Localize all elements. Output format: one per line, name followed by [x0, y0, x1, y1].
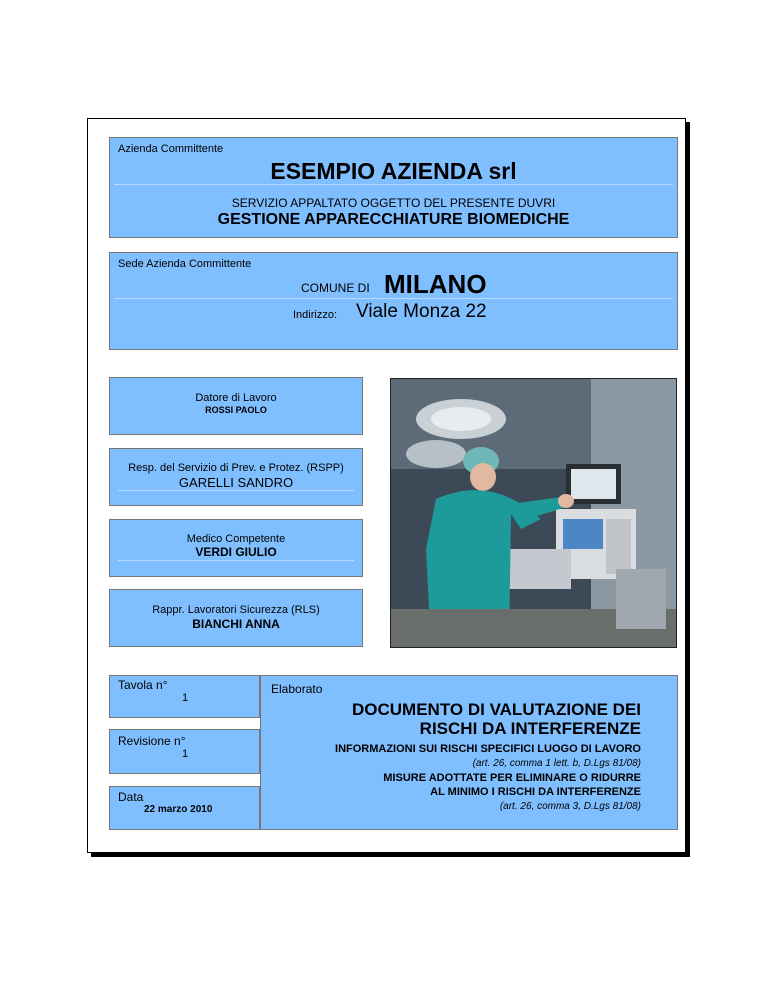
revisione-value: 1	[182, 748, 189, 760]
medico-box	[109, 519, 363, 577]
comune-label: COMUNE DI	[301, 281, 370, 295]
tavola-value: 1	[182, 692, 189, 704]
data-box	[109, 786, 260, 830]
rspp-box	[109, 448, 363, 506]
divider	[114, 184, 673, 185]
subtitle1: INFORMAZIONI SUI RISCHI SPECIFICI LUOGO DI LAVORO	[335, 743, 641, 755]
elaborato-label: Elaborato	[271, 682, 323, 696]
revisione-label: Revisione n°	[118, 734, 186, 748]
rspp-label: Resp. del Servizio di Prev. e Protez. (RSPP)	[128, 462, 344, 474]
sede-label: Sede Azienda Committente	[118, 258, 252, 270]
committente-label: Azienda Committente	[118, 143, 224, 155]
datore-label: Datore di Lavoro	[195, 392, 277, 404]
revisione-box	[109, 729, 260, 774]
comune-value: MILANO	[384, 269, 487, 299]
divider	[118, 560, 354, 561]
data-label: Data	[118, 790, 144, 804]
data-value: 22 marzo 2010	[144, 804, 213, 815]
committente-box	[109, 137, 678, 238]
tavola-label: Tavola n°	[118, 678, 168, 692]
reference2: (art. 26, comma 3, D.Lgs 81/08)	[499, 801, 641, 812]
divider	[118, 490, 354, 491]
elaborato-box	[260, 675, 678, 830]
divider	[114, 298, 673, 299]
rls-box	[109, 589, 363, 647]
indirizzo-label: Indirizzo:	[293, 309, 338, 321]
medico-label: Medico Competente	[186, 533, 286, 545]
service-label: SERVIZIO APPALTATO OGGETTO DEL PRESENTE DUVRI	[231, 196, 556, 210]
rls-name: BIANCHI ANNA	[192, 617, 280, 631]
rls-label: Rappr. Lavoratori Sicurezza (RLS)	[152, 604, 320, 616]
subtitle2-line1: MISURE ADOTTATE PER ELIMINARE O RIDURRE	[383, 772, 641, 784]
indirizzo-value: Viale Monza 22	[356, 301, 487, 322]
service-name: GESTIONE APPARECCHIATURE BIOMEDICHE	[217, 211, 570, 228]
subtitle2-line2: AL MINIMO I RISCHI DA INTERFERENZE	[430, 786, 641, 798]
title-line2: RISCHI DA INTERFERENZE	[419, 719, 641, 738]
medico-name: VERDI GIULIO	[195, 545, 277, 559]
operating-room-photo	[390, 378, 677, 648]
company-name: ESEMPIO AZIENDA srl	[270, 158, 517, 184]
title-line1: DOCUMENTO DI VALUTAZIONE DEI	[352, 700, 641, 719]
tavola-box	[109, 675, 260, 718]
datore-name: ROSSI PAOLO	[205, 405, 267, 415]
reference1: (art. 26, comma 1 lett. b, D.Lgs 81/08)	[472, 758, 641, 769]
datore-box	[109, 377, 363, 435]
rspp-name: GARELLI SANDRO	[178, 475, 294, 490]
sede-box	[109, 252, 678, 350]
